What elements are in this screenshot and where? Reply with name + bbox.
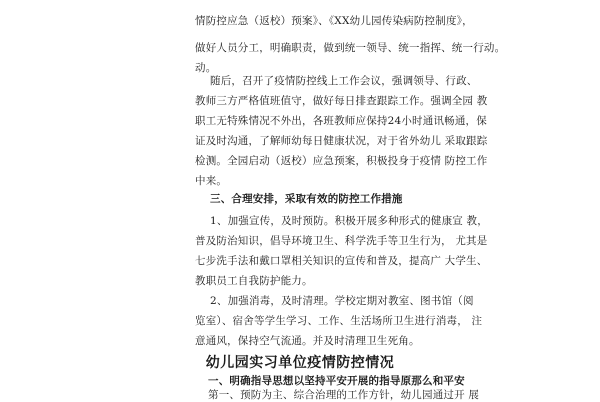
paragraph-line: 随后，召开了疫情防控线上工作会议，强调领导、行政、	[210, 75, 478, 87]
document-title: 幼儿园实习单位疫情防控情况	[205, 355, 395, 371]
section-heading: 一、明确指导思想以坚持平安开展的指导原那么和平安	[208, 375, 465, 387]
paragraph-line: 检测。全园启动（返校）应急预案，积极投身于疫情 防控工作	[195, 155, 488, 167]
paragraph-line: 2、加强消毒，及时清理。学校定期对教室、图书馆（阅	[210, 295, 474, 307]
paragraph-line: 教职员工自我防护能力。	[195, 275, 313, 287]
paragraph-line: 普及防治知识，倡导环境卫生、科学洗手等卫生行为， 尤其是	[195, 235, 488, 247]
paragraph-line: 览室）、宿舍等学生学习、工作、生活场所卫生进行消毒， 注	[195, 315, 483, 327]
paragraph-line: 动。	[195, 62, 217, 74]
paragraph-line: 第一、预防为主、综合治理的工作方针，幼儿园通过开 展	[208, 389, 480, 401]
paragraph-line: 意通风，保持空气流通。并及时清理卫生死角。	[195, 335, 420, 347]
paragraph-line: 做好人员分工，明确职责，做到统一领导、统一指挥、统一行动。	[195, 42, 506, 54]
paragraph-line: 职工无特殊情况不外出，各班教师应保持24小时通讯畅通，保	[195, 115, 487, 127]
paragraph-line: 情防控应急（返校）预案》、《XX幼儿园传染病防控制度》，	[195, 15, 473, 27]
paragraph-line: 证及时沟通，了解师幼每日健康状况，对于省外幼儿 采取跟踪	[195, 135, 488, 147]
paragraph-line: 1、加强宣传，及时预防。积极开展多种形式的健康宣 教，	[210, 215, 488, 227]
paragraph-line: 教师三方严格值班值守，做好每日排查跟踪工作。强调全园 教	[195, 95, 488, 107]
paragraph-line: 中来。	[195, 175, 228, 187]
paragraph-line: 七步洗手法和戴口罩相关知识的宣传和普及，提高广 大学生、	[195, 255, 488, 267]
section-heading: 三、合理安排，采取有效的防控工作措施	[210, 193, 403, 205]
